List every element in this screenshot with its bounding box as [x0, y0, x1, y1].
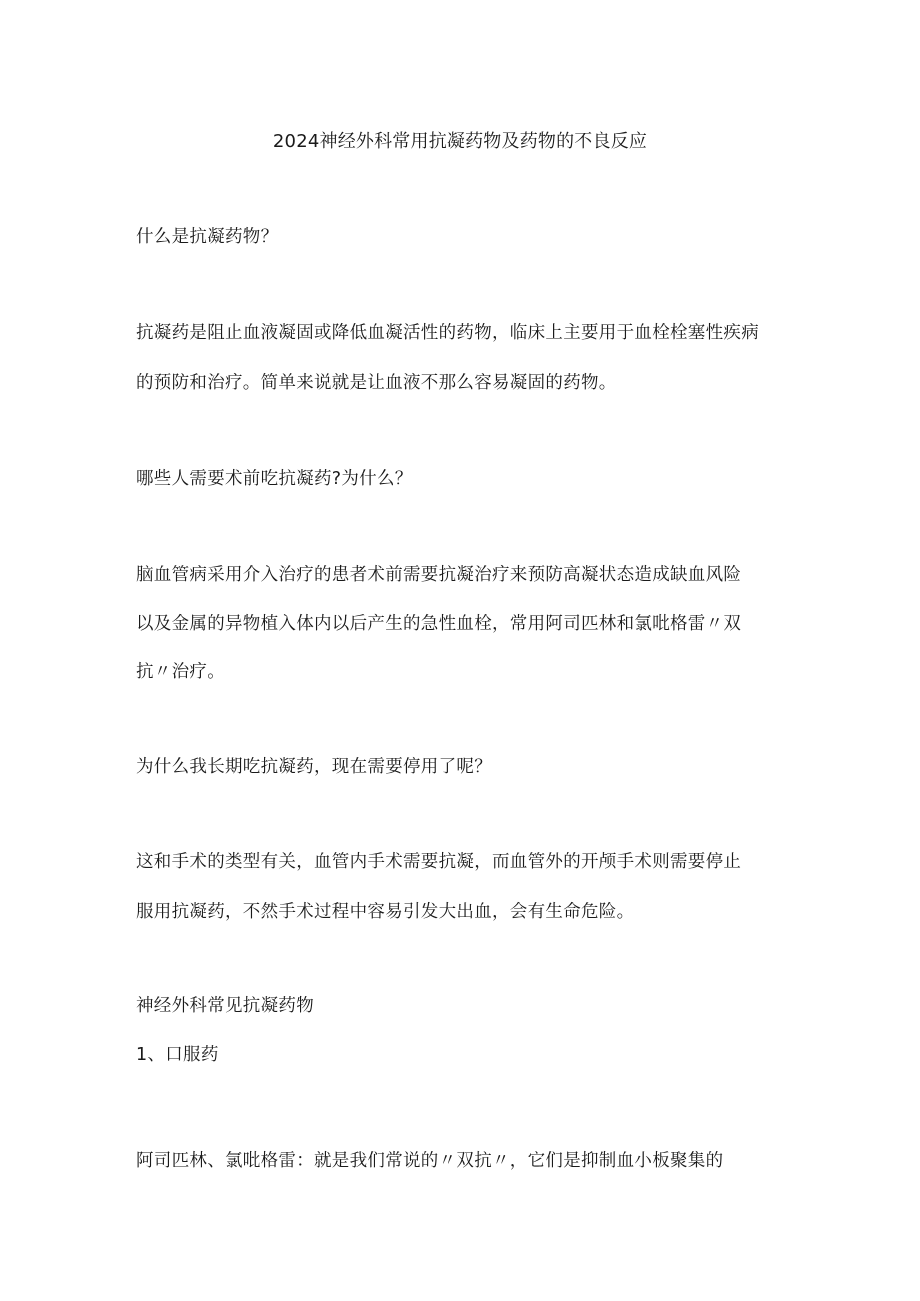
answer-4-line-1: 阿司匹林、氯吡格雷：就是我们常说的〃双抗〃，它们是抑制血小板聚集的: [136, 1151, 724, 1171]
answer-2-line-3: 抗〃治疗。: [136, 662, 225, 682]
answer-2-line-2: 以及金属的异物植入体内以后产生的急性血栓，常用阿司匹林和氯吡格雷〃双: [136, 614, 742, 634]
question-who-needs-anticoagulant: 哪些人需要术前吃抗凝药?为什么？: [136, 469, 413, 489]
section-heading: 神经外科常见抗凝药物: [136, 996, 314, 1016]
question-why-stop: 为什么我长期吃抗凝药，现在需要停用了呢？: [136, 757, 492, 777]
answer-1-line-2: 的预防和治疗。简单来说就是让血液不那么容易凝固的药物。: [136, 373, 617, 393]
answer-3-line-1: 这和手术的类型有关，血管内手术需要抗凝，而血管外的开颅手术则需要停止: [136, 852, 742, 872]
answer-3-line-2: 服用抗凝药，不然手术过程中容易引发大出血，会有生命危险。: [136, 902, 635, 922]
subsection-oral-drugs: 1、口服药: [136, 1045, 219, 1065]
document-title: 2024神经外科常用抗凝药物及药物的不良反应: [272, 131, 648, 152]
answer-2-line-1: 脑血管病采用介入治疗的患者术前需要抗凝治疗来预防高凝状态造成缺血风险: [136, 565, 742, 585]
question-what-is-anticoagulant: 什么是抗凝药物？: [136, 227, 279, 247]
answer-1-line-1: 抗凝药是阻止血液凝固或降低血凝活性的药物，临床上主要用于血栓栓塞性疾病: [136, 323, 759, 343]
